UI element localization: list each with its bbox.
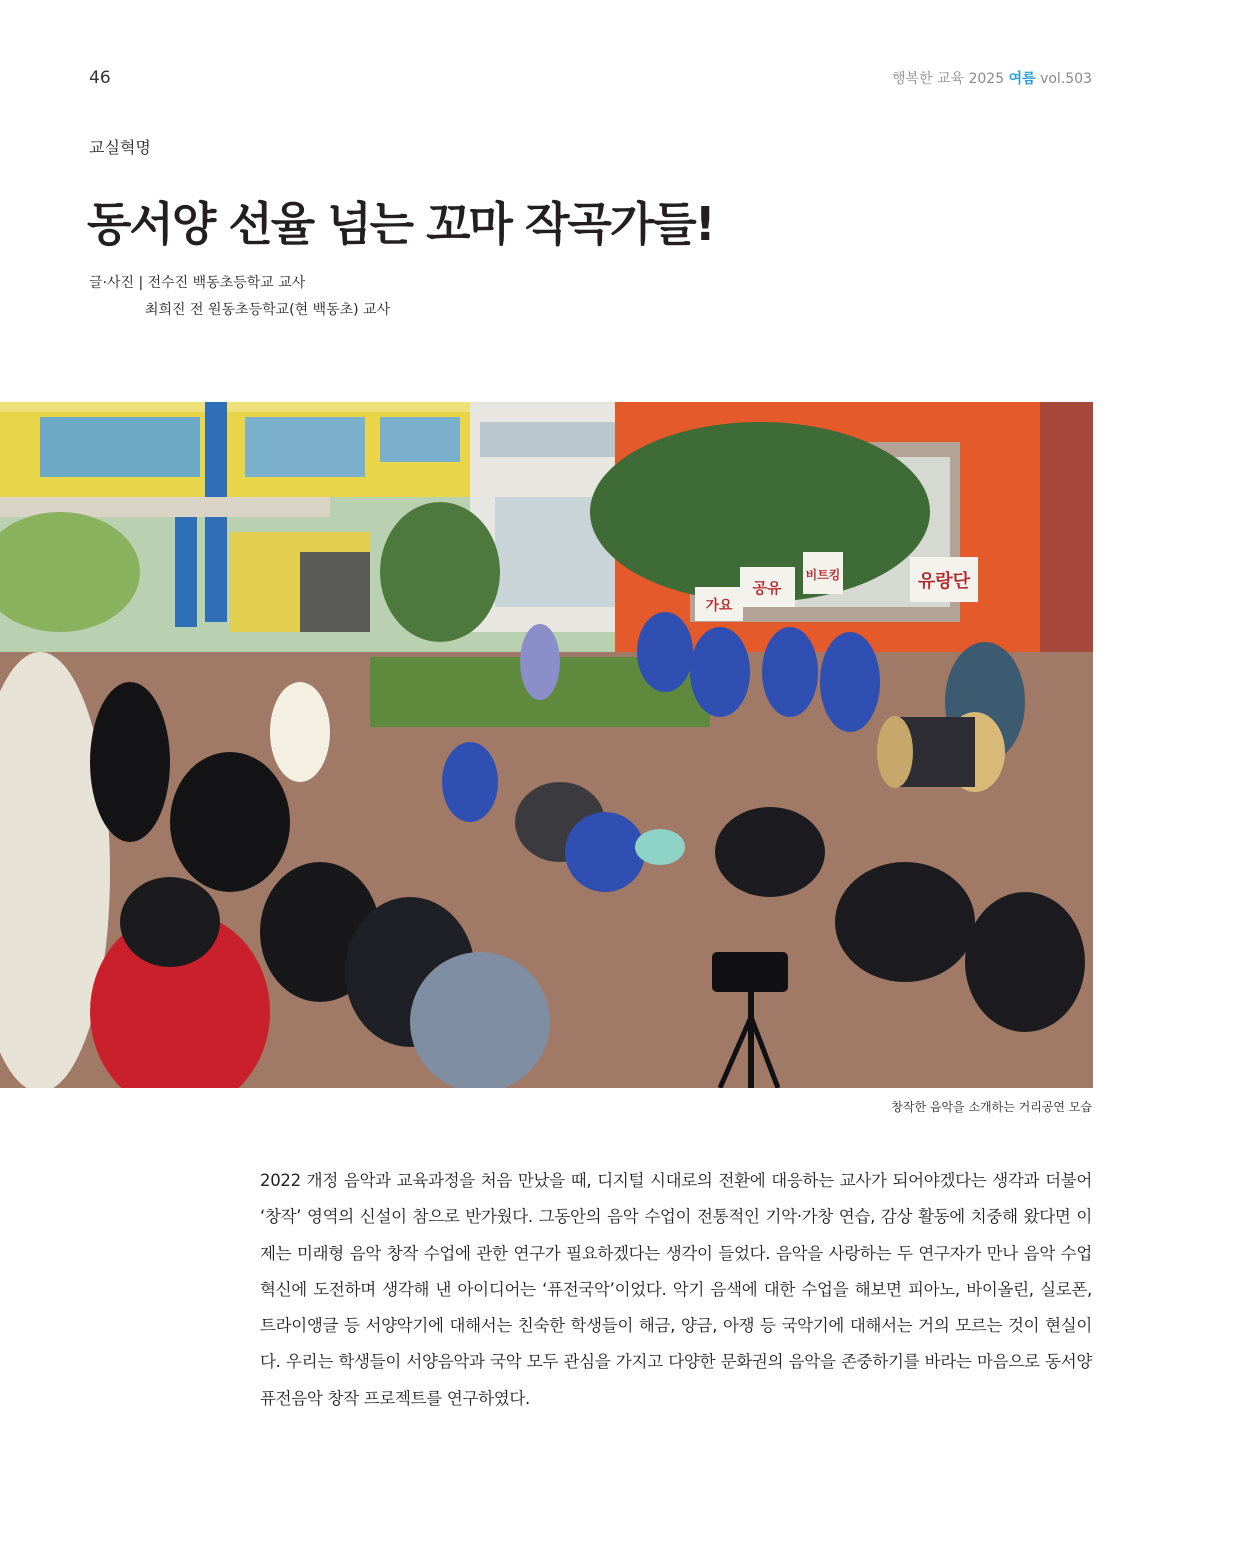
season-label: 여름	[1008, 71, 1036, 87]
magazine-title: 행복한 교육 2025	[891, 71, 1005, 87]
volume-label: vol.503	[1040, 71, 1092, 87]
section-label: 교실혁명	[89, 138, 151, 157]
article-body	[260, 1163, 1092, 1417]
photo-sign-text: 가요	[705, 598, 733, 614]
byline	[89, 270, 390, 324]
article-title: 동서양 선율 넘는 꼬마 작곡가들!	[87, 197, 714, 251]
photo-sign-text: 공유	[752, 579, 782, 597]
running-header	[892, 68, 1092, 88]
street-performance-photo	[0, 402, 1093, 1088]
byline-author-1: 글·사진 | 전수진 백동초등학교 교사	[89, 275, 306, 291]
photo-illustration	[0, 402, 1093, 1088]
photo-sign-text: 유랑단	[917, 571, 971, 592]
photo-caption: 창작한 음악을 소개하는 거리공연 모습	[891, 1100, 1092, 1114]
byline-author-2: 최희진 전 원동초등학교(현 백동초) 교사	[145, 302, 391, 318]
photo-sign-text: 비트킹	[805, 568, 841, 582]
body-paragraph: 2022 개정 음악과 교육과정을 처음 만났을 때, 디지털 시대로의 전환에 대응하는 교사가 되어야겠다는 생각과 더불어 ‘창작’ 영역의 신설이 참으로 반가웠다. 그동안의 음악 수업이 전통적인 기악·가창 연습, 감상 활동에 치중해 왔다면 이제는 미래형 음악 창작 수업에 관한 연구가 필요하겠다는 생각이 들었다. 음악을 사랑하는 두 연구자가 만나 음악 수업 혁신에 도전하며 생각해 낸 아이디어는 ‘퓨전국악’이었다. 악기 음색에 대한 수업을 해보면 피아노, 바이올린, 실로폰, 트라이앵글 등 서양악기에 대해서는 친숙한 학생들이 해금, 양금, 아쟁 등 국악기에 대해서는 거의 모르는 것이 현실이다. 우리는 학생들이 서양음악과 국악 모두 관심을 가지고 다양한 문화권의 음악을 존중하기를 바라는 마음으로 동서양 퓨전음악 창작 프로젝트를 연구하였다.	[260, 1171, 1092, 1408]
page-number: 46	[89, 68, 111, 88]
